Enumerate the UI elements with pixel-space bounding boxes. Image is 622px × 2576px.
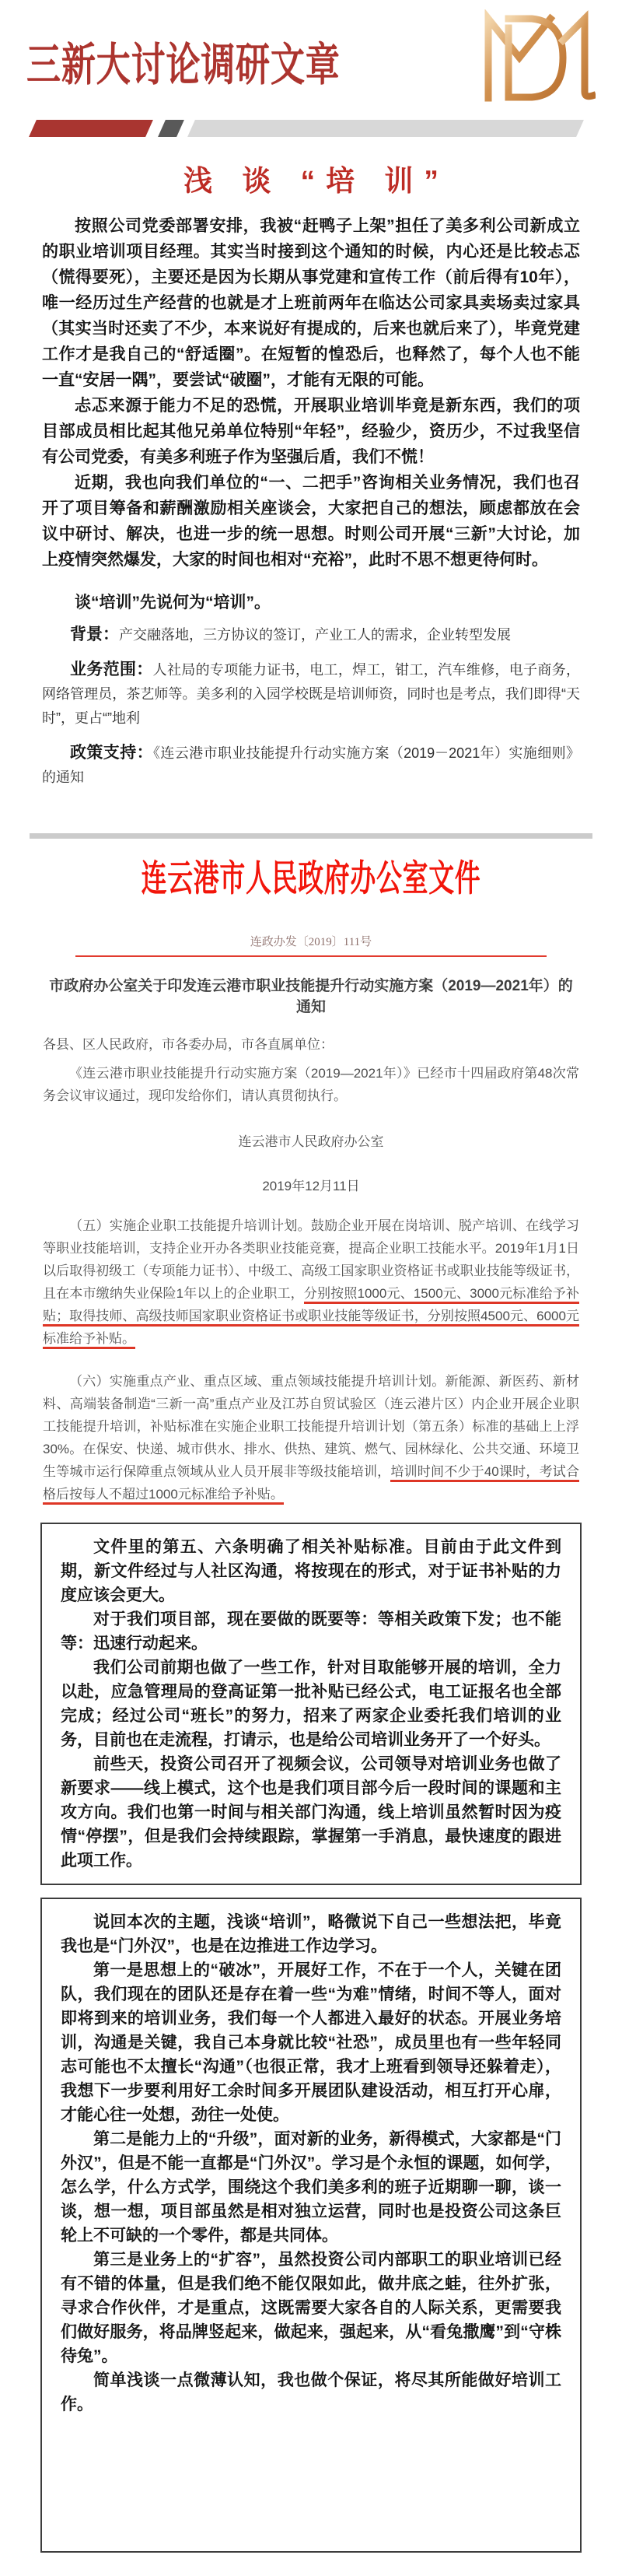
paragraph: 第二是能力上的“升级”，面对新的业务，新得模式，大家都是“门外汉”，但是不能一直都是“门外汉”。学习是个永恒的课题，如何学，怎么学，什么方式学，围绕这个我们美多利的班子近期聊一聊，谈一谈，想一想，项目部虽然是相对独立运营，同时也是投资公司这条巨轮上不可缺的一个零件，都是共同体。 (61, 2130, 561, 2245)
paragraph: 前些天，投资公司召开了视频会议，公司领导对培训业务也做了新要求——线上模式，这个也是我们项目部今后一段时间的课题和主攻方向。我们也第一时间与相关部门沟通，线上培训虽然暂时因为疫情“停摆”，但是我们会持续跟踪，掌握第一手消息，最快速度的跟进此项工作。 (61, 1755, 561, 1870)
note-box-reflections (40, 1898, 582, 2553)
paragraph: 文件里的第五、六条明确了相关补贴标准。目前由于此文件到期，新文件经过与人社区沟通，将按现在的形式，对于证书补贴的力度应该会更大。 (61, 1538, 561, 1604)
clause-6-highlight: 培训时间不少于40课时，考试合格后按每人不超过1000元标准给予补贴。 (43, 1464, 579, 1505)
gov-doc-salutation: 各县、区人民政府，市各委办局，市各直属单位： (43, 1037, 334, 1052)
gov-doc-clause-6 (43, 1370, 579, 1505)
clause-6-text: （六）实施重点产业、重点区域、重点领域技能提升培训计划。新能源、新医药、新材料、高端装备制造“三新一高”重点产业及江苏自贸试验区（连云港片区）内企业开展企业职工技能提升培训，补贴标准在实施企业职工技能提升培训计划（第五条）标准的基础上上浮30%。在保安、快递、城市供水、排水、供热、建筑、燃气、园林绿化、公共交通、环境卫生等城市运行保障重点领域从业人员开展非等级技能培训， (43, 1374, 579, 1479)
subsection-text: 《连云港市职业技能提升行动实施方案（2019－2021年）实施细则》的通知 (42, 745, 580, 785)
gov-doc-clause-5 (43, 1214, 579, 1350)
gov-doc-date: 2019年12月11日 (262, 1179, 360, 1193)
paragraph: 第三是业务上的“扩容”，虽然投资公司内部职工的职业培训已经有不错的体量，但是我们绝不能仅限如此，做井底之蛙，往外扩张，寻求合作伙伴，才是重点，这既需要大家各自的人际关系，更需要我们做好服务，将品牌竖起来，做起来，强起来，从“看兔撒鹰”到“守株待兔”。 (61, 2251, 561, 2365)
subsection-item-scope (42, 657, 580, 731)
paragraph: 对于我们项目部，现在要做的既要等：等相关政策下发；也不能等：迅速行动起来。 (61, 1610, 561, 1652)
section-divider (30, 833, 592, 839)
gov-doc-issuer: 连云港市人民政府办公室 (238, 1134, 384, 1149)
paragraph: 近期，我也向我们单位的“一、二把手”咨询相关业务情况，我们也召开了项目筹备和薪酬激励相关座谈会，大家把自己的想法，顾虑都放在会议中研讨、解决，也进一步的统一思想。时则公司开展“三新”大讨论，加上疫情突然爆发，大家的时间也相对“充裕”，此时不思不想更待何时。 (42, 474, 580, 569)
note-box-subsidy-comment (40, 1523, 582, 1885)
article-subsection (42, 590, 580, 790)
paragraph: 说回本次的主题，浅谈“培训”，略微说下自己一些想法把，毕竟我也是“门外汉”，也是在边推进工作边学习。 (61, 1913, 561, 1955)
subsection-item-background (42, 622, 580, 647)
subsection-item-policy (42, 741, 580, 790)
gov-doc-number: 连政办发〔2019〕111号 (250, 936, 372, 948)
gov-doc-intro: 《连云港市职业技能提升行动实施方案（2019—2021年）》已经市十四届政府第48次常务会议审议通过，现印发给你们，请认真贯彻执行。 (43, 1066, 579, 1103)
gov-doc-header-wrap (43, 850, 579, 902)
divider-dark-segment (158, 120, 184, 137)
subsection-label: 政策支持： (70, 744, 153, 762)
clause-5-highlight: 分别按照1000元、1500元、3000元标准给予补贴；取得技师、高级技师国家职业资格证书或职业技能等级证书，分别按照4500元、6000元标准给予补贴。 (43, 1286, 579, 1349)
brand-monogram-icon (479, 9, 596, 107)
masthead (0, 0, 622, 100)
gov-doc-red-rule (75, 955, 547, 957)
paragraph: 忐忑来源于能力不足的恐慌，开展职业培训毕竟是新东西，我们的项目部成员相比起其他兄弟单位特别“年轻”，经验少，资历少，不过我坚信有公司党委，有美多利班子作为坚强后盾，我们不慌！ (42, 397, 580, 466)
paragraph: 第一是思想上的“破冰”，开展好工作，不在于一个人，关键在团队，我们现在的团队还是存在着一些“为难”情绪，时间不等人，面对即将到来的培训业务，我们每一个人都进入最好的状态。开展业务培训，沟通是关键，我自己本身就比较“社恐”，成员里也有一些年轻同志可能也不太擅长“沟通”（也很正常，我才上班看到领导还躲着走），我想下一步要利用好工余时间多开展团队建设活动，相互打开心扉，才能心往一处想，劲往一处使。 (61, 1961, 561, 2124)
gov-doc-notice-title: 市政府办公室关于印发连云港市职业技能提升行动实施方案（2019—2021年）的通知 (49, 978, 573, 1015)
divider-red-segment (29, 120, 153, 137)
paragraph: 我们公司前期也做了一些工作，针对目取能够开展的培训，全力以赴，应急管理局的登高证第一批补贴已经公式，电工证报名也全部完成；经过公司“班长”的努力，招来了两家企业委托我们培训的业务，目前也在走流程，打请示，也是给公司培训业务开了一个好头。 (61, 1659, 561, 1749)
subsection-text: 产交融落地，三方协议的签订，产业工人的需求，企业转型发展 (119, 627, 511, 643)
gov-doc-header: 连云港市人民政府办公室文件 (141, 859, 481, 899)
subsection-label: 业务范围： (70, 661, 153, 678)
government-document (43, 850, 579, 1505)
masthead-title: 三新大讨论调研文章 (26, 40, 341, 90)
subsection-lead: 谈“培训”先说何为“培训”。 (75, 594, 271, 612)
divider-light-segment (187, 120, 584, 137)
article-title: 浅 谈 “培 训” (183, 165, 449, 197)
subsection-label: 背景： (70, 626, 119, 643)
clause-5-text: （五）实施企业职工技能提升培训计划。鼓励企业开展在岗培训、脱产培训、在线学习等职业技能培训，支持企业开办各类职业技能竞赛，提高企业职工技能水平。2019年1月1日以后取得初级工（专项能力证书）、中级工、高级工国家职业资格证书或职业技能等级证书，且在本市缴纳失业保险1年以上的企业职工， (43, 1218, 579, 1301)
paragraph: 简单浅谈一点微薄认知，我也做个保证，将尽其所能做好培训工作。 (61, 2371, 561, 2413)
paragraph: 按照公司党委部署安排，我被“赶鸭子上架”担任了美多利公司新成立的职业培训项目经理。其实当时接到这个通知的时候，内心还是比较忐忑（慌得要死），主要还是因为长期从事党建和宣传工作（前后得有10年），唯一经历过生产经营的也就是才上班前两年在临达公司家具卖场卖过家具（其实当时还卖了不少，本来说好有提成的，后来也就后来了），毕竟党建工作才是我自己的“舒适圈”。在短暂的惶恐后，也释然了，每个人也不能一直“安居一隅”，要尝试“破圈”，才能有无限的可能。 (42, 217, 580, 389)
divider-bar (33, 120, 580, 137)
article-body (42, 213, 580, 573)
subsection-text: 人社局的专项能力证书，电工，焊工，钳工，汽车维修，电子商务，网络管理员，茶艺师等。美多利的入园学校既是培训师资，同时也是考点，我们即得“天时”，更占“”地利 (42, 662, 581, 726)
